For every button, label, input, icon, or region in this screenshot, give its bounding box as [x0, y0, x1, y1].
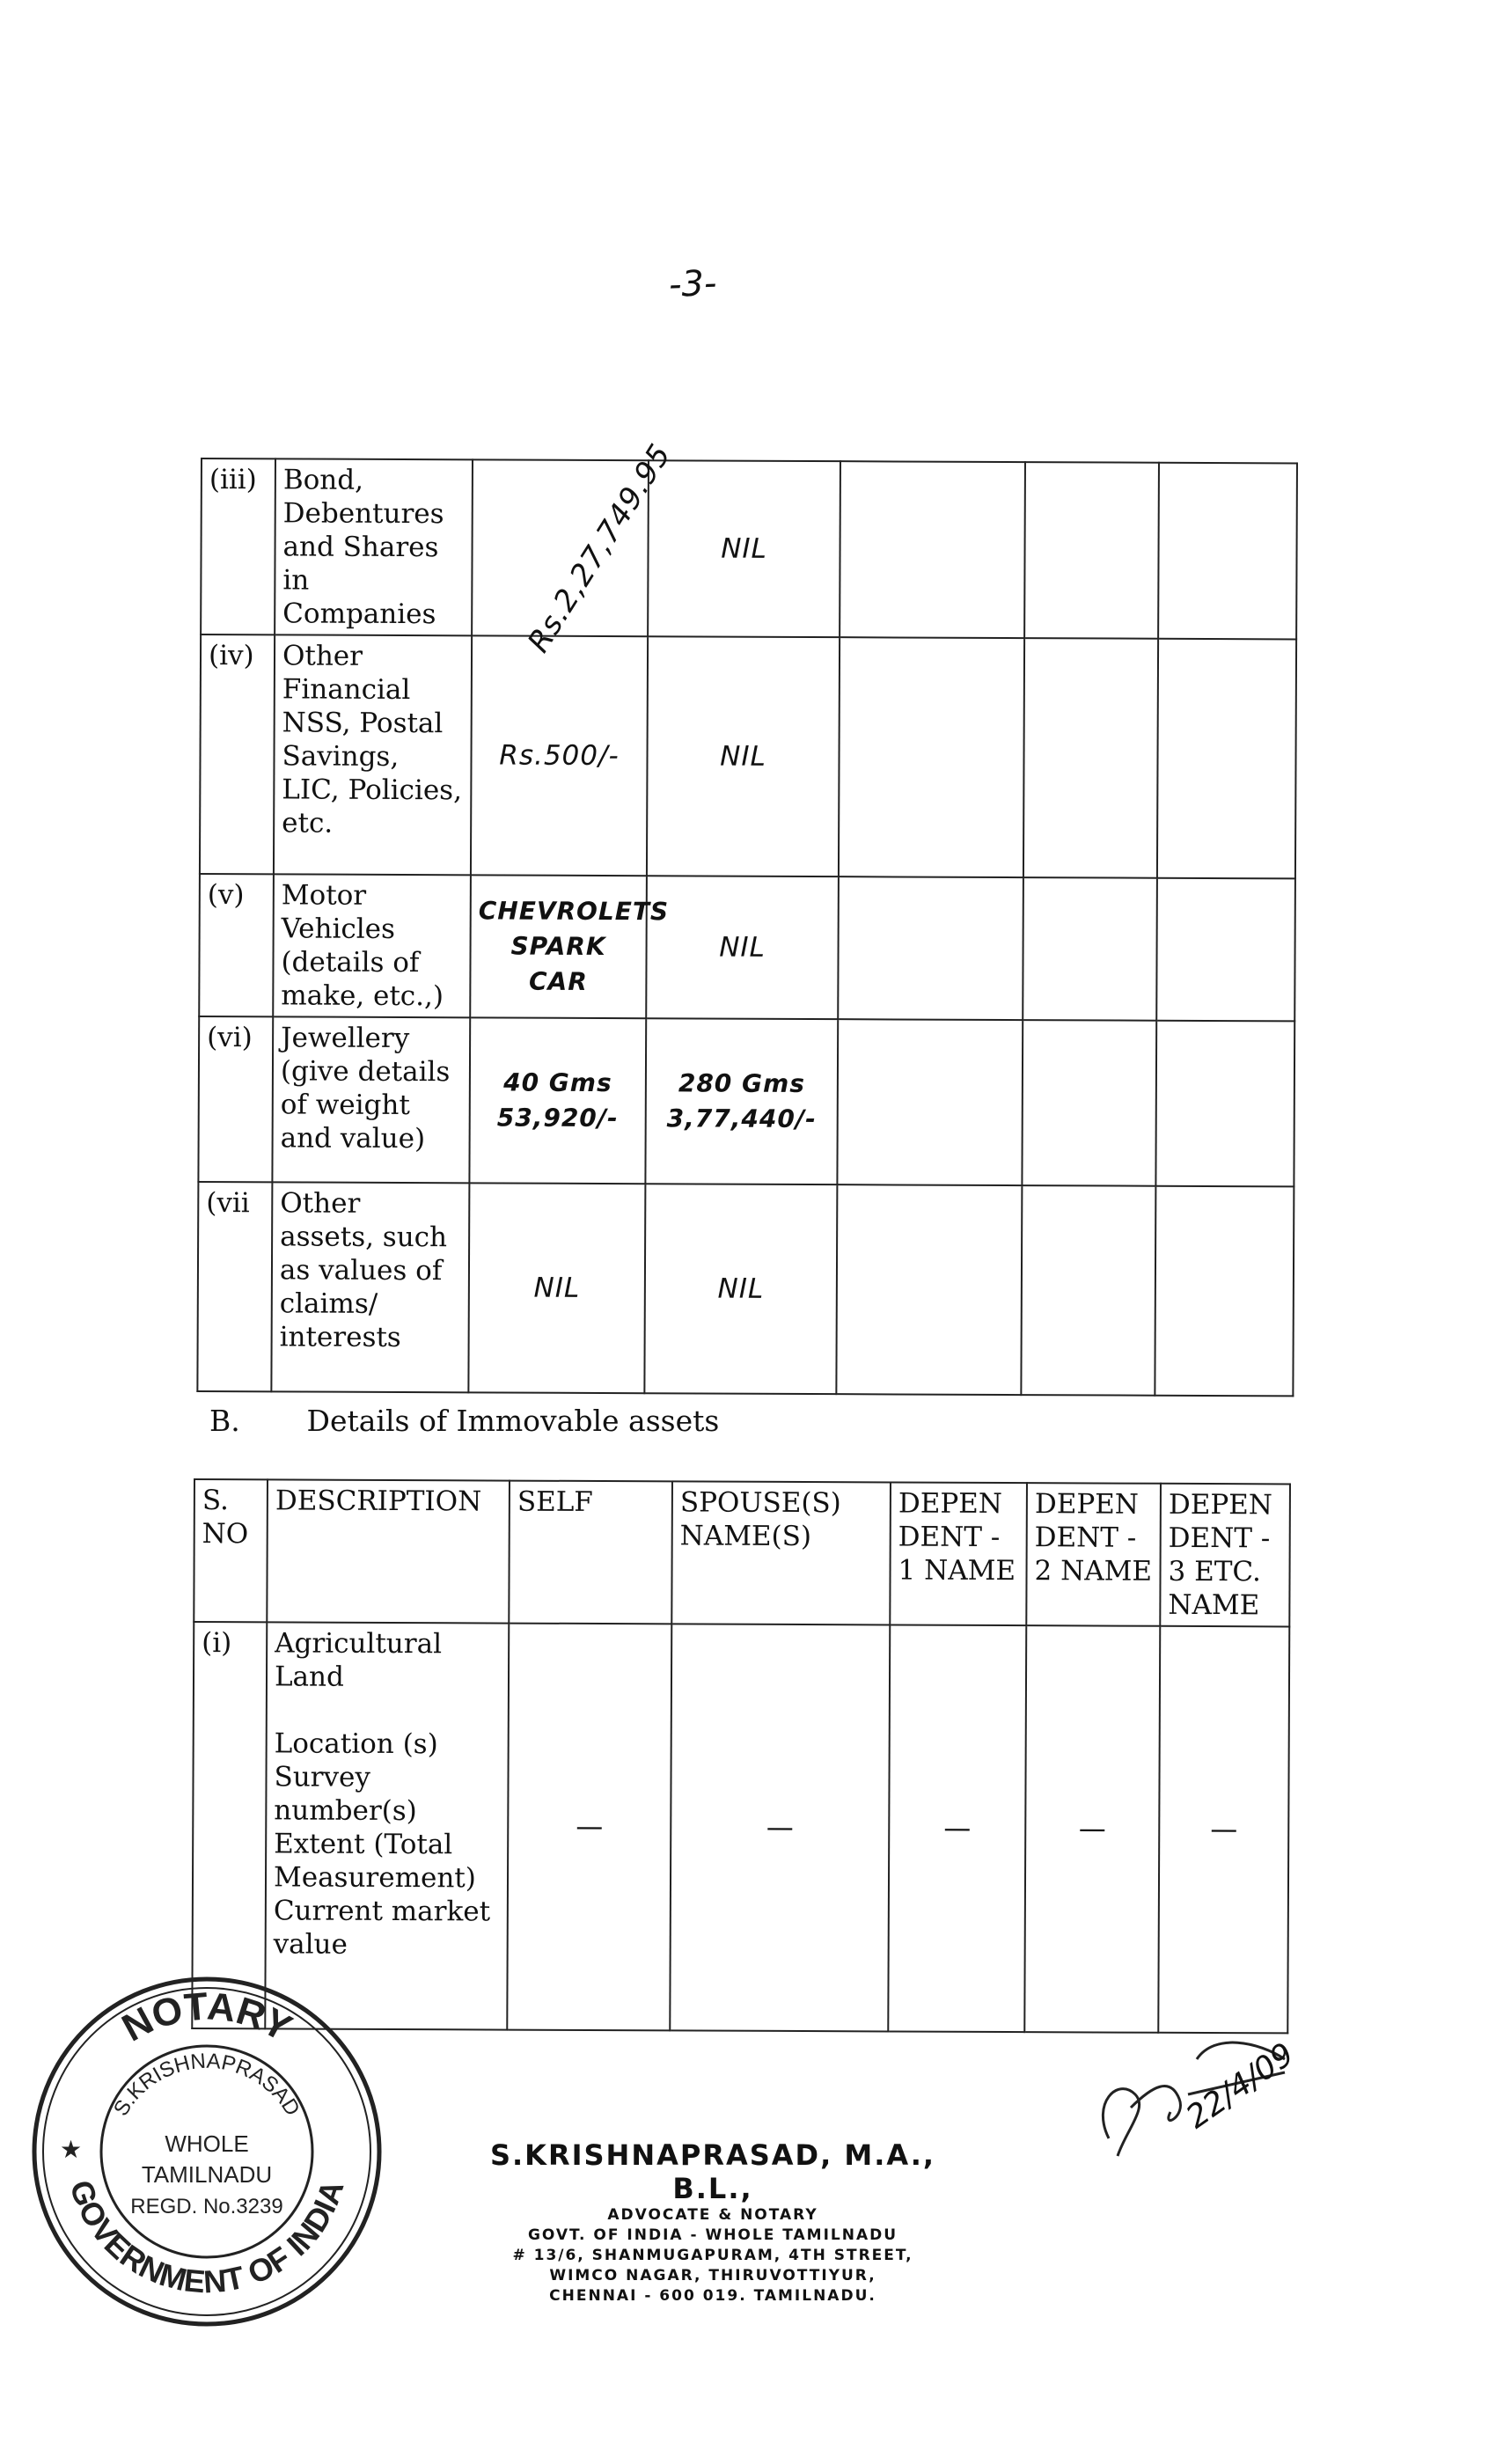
row-number: (vi)	[198, 1016, 273, 1182]
section-title: Details of Immovable assets	[306, 1404, 720, 1438]
seal-bottom-text: GOVERNMENT OF INDIA	[62, 2175, 351, 2300]
signature-date: 22/4/09	[1179, 2035, 1301, 2137]
header-sno: S. NO	[194, 1479, 268, 1622]
seal-name-text: S.KRISHNAPRASAD	[108, 2049, 305, 2121]
advocate-line-1: ADVOCATE & NOTARY	[607, 2206, 818, 2224]
row-number: (vii	[197, 1182, 272, 1391]
self-value-line: 40 Gms	[503, 1067, 612, 1098]
header-dependent-3: DEPEN DENT - 3 ETC. NAME	[1160, 1484, 1290, 1627]
dependent-2-value: —	[1024, 1625, 1160, 2033]
section-label: B.	[209, 1404, 240, 1438]
row-number: (v)	[199, 874, 274, 1016]
dependent-1-cell	[836, 1184, 1022, 1395]
advocate-name: S.KRISHNAPRASAD, M.A., B.L.,	[489, 2138, 936, 2205]
spouse-value: NIL	[648, 460, 840, 637]
dependent-1-cell	[840, 461, 1025, 638]
dependent-1-cell	[838, 876, 1023, 1020]
star-icon: ★	[60, 2135, 83, 2164]
row-description: Other Financial NSS, Postal Savings, LIC, Policies, etc.	[274, 634, 472, 875]
dependent-3-cell	[1156, 878, 1295, 1022]
advocate-line-5: CHENNAI - 600 019. TAMILNADU.	[549, 2287, 876, 2305]
self-value	[472, 436, 678, 659]
dependent-2-cell	[1023, 877, 1157, 1021]
self-value-line: SPARK	[510, 931, 606, 962]
notary-seal	[26, 1971, 387, 2332]
row-number: (iii)	[201, 458, 275, 634]
dependent-3-cell	[1155, 1021, 1294, 1187]
self-value: NIL	[468, 1183, 645, 1393]
table-row	[200, 634, 1296, 878]
dependent-3-cell	[1155, 1186, 1294, 1397]
movable-assets-table	[196, 436, 1298, 1397]
row-description: Jewellery (give details of weight and value)	[272, 1016, 470, 1183]
table-row	[201, 458, 1297, 639]
dependent-2-cell	[1022, 1020, 1156, 1186]
advocate-line-2: GOVT. OF INDIA - WHOLE TAMILNADU	[527, 2226, 898, 2244]
seal-line-1: WHOLE	[165, 2130, 249, 2157]
self-value: Rs.500/-	[471, 635, 648, 876]
self-value-text: Rs.2,27,749.95	[520, 436, 678, 659]
self-value	[469, 1017, 646, 1184]
table-row	[198, 1016, 1294, 1186]
immovable-assets-table	[191, 1478, 1291, 2034]
header-spouse: SPOUSE(S) NAME(S)	[671, 1481, 891, 1624]
header-dependent-2: DEPEN DENT - 2 NAME	[1026, 1483, 1161, 1626]
dependent-1-cell	[839, 637, 1024, 877]
table-header-row	[194, 1479, 1290, 1626]
header-description: DESCRIPTION	[267, 1479, 510, 1623]
seal-top-text: NOTARY	[114, 1984, 299, 2050]
self-value-line: 53,920/-	[496, 1103, 619, 1133]
self-value: —	[507, 1624, 671, 2031]
dependent-3-value: —	[1158, 1626, 1289, 2034]
dependent-3-cell	[1157, 639, 1296, 879]
dependent-1-value: —	[888, 1624, 1026, 2032]
spouse-value-line: 3,77,440/-	[666, 1104, 817, 1134]
spouse-value-line: 280 Gms	[678, 1068, 805, 1099]
spouse-value: NIL	[647, 636, 840, 876]
row-number: (iv)	[200, 634, 275, 874]
table-row	[197, 1182, 1294, 1396]
section-b-heading	[209, 1404, 719, 1438]
self-value-line: CHEVROLETS	[478, 896, 670, 927]
page-number: -3-	[668, 263, 718, 305]
description-title: Agricultural Land	[274, 1627, 443, 1693]
spouse-value: NIL	[646, 876, 839, 1019]
advocate-line-4: WIMCO NAGAR, THIRUVOTTIYUR,	[549, 2267, 876, 2284]
row-description: Motor Vehicles (details of make, etc.,)	[273, 874, 471, 1017]
description-details: Location (s) Survey number(s) Extent (Total Measurement) Current market value	[273, 1727, 491, 1961]
row-description	[265, 1622, 509, 2029]
dependent-2-cell	[1021, 1185, 1155, 1396]
dependent-3-cell	[1158, 463, 1297, 640]
header-dependent-1: DEPEN DENT - 1 NAME	[890, 1482, 1027, 1625]
seal-line-3: REGD. No.3239	[130, 2195, 283, 2218]
row-number: (i)	[192, 1622, 267, 2028]
advocate-line-3: # 13/6, SHANMUGAPURAM, 4TH STREET,	[512, 2247, 913, 2264]
row-description: Other assets, such as values of claims/ interests	[271, 1182, 469, 1392]
header-self: SELF	[509, 1481, 672, 1624]
spouse-value	[645, 1018, 838, 1184]
self-value-line: CAR	[528, 966, 588, 996]
spouse-value: NIL	[644, 1184, 837, 1394]
advocate-stamp	[475, 2138, 950, 2306]
row-description: Bond, Debentures and Shares in Companies	[275, 458, 473, 635]
self-value	[470, 875, 670, 1018]
table-row	[199, 874, 1295, 1021]
dependent-2-cell	[1023, 638, 1158, 878]
seal-line-2: TAMILNADU	[141, 2161, 273, 2188]
dependent-2-cell	[1024, 462, 1159, 639]
dependent-1-cell	[837, 1019, 1023, 1185]
spouse-value: —	[670, 1624, 890, 2031]
